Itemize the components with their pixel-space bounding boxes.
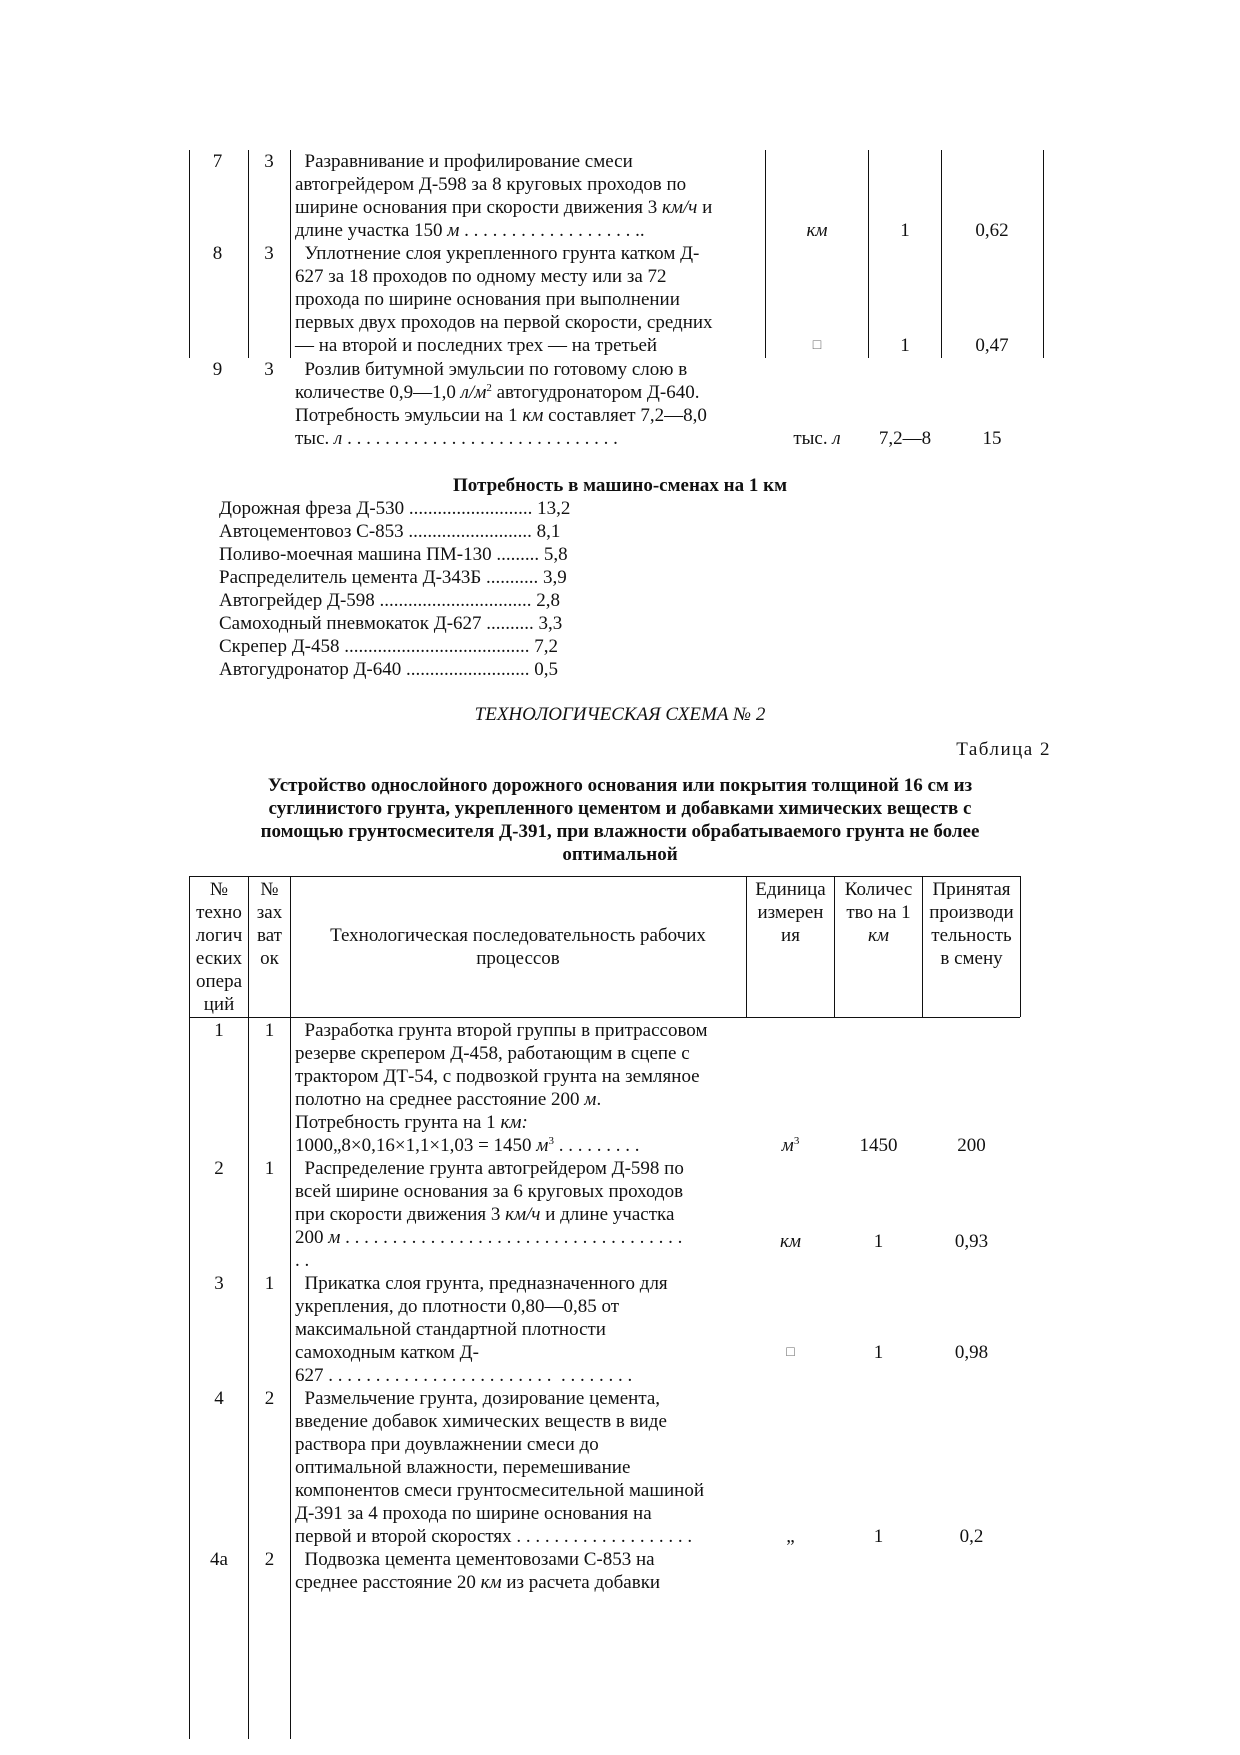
table-label: Таблица 2 — [956, 739, 1051, 760]
machine-item: Распределитель цемента Д-343Б ........... 3,9 — [219, 567, 567, 588]
ditto-mark: □ — [786, 1345, 795, 1360]
productivity-cell: 0,2 — [959, 1526, 984, 1547]
quantity-cell: 1 — [873, 1231, 884, 1252]
top-table-line — [290, 150, 291, 358]
unit-cell: „ — [786, 1526, 795, 1547]
table-border — [189, 1017, 1020, 1018]
productivity-cell: 0,62 — [975, 220, 1009, 241]
header-productivity: Принятая производи тельность в смену — [929, 879, 1014, 969]
description-line: введение добавок химических веществ в виде — [295, 1411, 667, 1432]
machine-shifts-title: Потребность в машино-сменах на 1 км — [452, 475, 788, 496]
header-quantity: Количес тво на 1 км — [844, 879, 913, 946]
description-line: раствора при доувлажнении смеси до — [295, 1434, 599, 1455]
caption-line: Устройство однослойного дорожного основания или покрытия толщиной 16 см из — [267, 775, 973, 796]
table-border — [922, 876, 923, 1017]
description-line: Распределение грунта автогрейдером Д-598 по — [295, 1158, 684, 1179]
description-line: резерве скрепером Д-458, работающим в сцепе с — [295, 1043, 690, 1064]
row-number: 1 — [214, 1020, 224, 1041]
top-table-line — [941, 150, 942, 358]
row-number: 4 — [214, 1388, 224, 1409]
caption-line: помощью грунтосмесителя Д-391, при влажности обрабатываемого грунта не более — [260, 821, 980, 842]
description-line: Д-391 за 4 прохода по ширине основания на — [295, 1503, 652, 1524]
table-border — [248, 876, 249, 1739]
description-line: Потребность эмульсии на 1 км составляет 7,2—8,0 — [295, 405, 707, 426]
caption-line: оптимальной — [562, 844, 678, 865]
quantity-cell: 1 — [900, 335, 910, 356]
productivity-cell: 200 — [957, 1135, 986, 1156]
machine-item: Автогрейдер Д-598 ................................ 2,8 — [219, 590, 561, 611]
description-line: длине участка 150 м . . . . . . . . . . . . . . . . . . .. — [295, 220, 645, 241]
process-description — [295, 242, 765, 357]
description-line: . . — [295, 1250, 310, 1271]
description-line: — на второй и последних трех — на третьей — [295, 335, 658, 356]
description-line: прохода по ширине основания при выполнении — [295, 289, 680, 310]
process-description — [295, 1387, 745, 1548]
table-border — [189, 876, 1020, 877]
description-line: Прикатка слоя грунта, предназначенного для — [295, 1273, 668, 1294]
row-number: 9 — [212, 359, 223, 380]
grip-number: 1 — [264, 1020, 275, 1041]
description-line: ширине основания при скорости движения 3 км/ч и — [295, 197, 713, 218]
row-number: 4а — [210, 1549, 228, 1570]
row-number: 8 — [212, 243, 223, 264]
description-line: среднее расстояние 20 км из расчета добавки — [295, 1572, 661, 1593]
top-table-line — [248, 150, 249, 358]
top-table-line — [189, 150, 190, 358]
ditto-mark: □ — [812, 338, 822, 353]
description-line: Разработка грунта второй группы в притрассовом — [295, 1020, 708, 1041]
table-border — [1020, 876, 1021, 1017]
description-line: первых двух проходов на первой скорости, средних — [295, 312, 713, 333]
scheme-title: ТЕХНОЛОГИЧЕСКАЯ СХЕМА № 2 — [474, 704, 766, 725]
header-grip-number: № зах ват ок — [256, 879, 283, 969]
machine-item: Автогудронатор Д-640 .......................... 0,5 — [219, 659, 558, 680]
description-line: 627 за 18 проходов по одному месту или за 72 — [295, 266, 667, 287]
table-border — [746, 876, 747, 1017]
machine-item: Скрепер Д-458 ....................................... 7,2 — [219, 636, 558, 657]
process-description — [295, 1019, 745, 1157]
process-description — [295, 1548, 745, 1594]
description-line: оптимальной влажности, перемешивание — [295, 1457, 631, 1478]
description-line: трактором ДТ-54, с подвозкой грунта на земляное — [295, 1066, 700, 1087]
caption-line: суглинистого грунта, укрепленного цементом и добавками химических веществ с — [268, 798, 972, 819]
machine-item: Автоцементовоз С-853 .......................... 8,1 — [219, 521, 561, 542]
grip-number: 3 — [264, 151, 274, 172]
productivity-cell: 0,98 — [954, 1342, 989, 1363]
description-line: максимальной стандартной плотности — [295, 1319, 606, 1340]
grip-number: 1 — [264, 1158, 275, 1179]
description-line: тыс. л . . . . . . . . . . . . . . . . . . . . . . . . . . . . . — [295, 428, 618, 449]
top-table-line — [765, 150, 766, 358]
description-line: Подвозка цемента цементовозами С-853 на — [295, 1549, 655, 1570]
grip-number: 2 — [264, 1549, 275, 1570]
description-line: полотно на среднее расстояние 200 м. — [295, 1089, 602, 1110]
process-description — [295, 150, 765, 242]
description-line: первой и второй скоростях . . . . . . . . . . . . . . . . . . . — [295, 1526, 693, 1547]
quantity-cell: 1 — [873, 1526, 884, 1547]
productivity-cell: 0,93 — [954, 1231, 989, 1252]
quantity-cell: 1 — [900, 220, 910, 241]
process-description — [295, 1272, 745, 1387]
description-line: 200 м . . . . . . . . . . . . . . . . . . . . . . . . . . . . . . . . . . . . — [295, 1227, 683, 1248]
description-line: 627 . . . . . . . . . . . . . . . . . . . . . . . . . . . . . . . . — [295, 1365, 633, 1386]
description-line: компонентов смеси грунтосмесительной машиной — [295, 1480, 704, 1501]
description-line: Розлив битумной эмульсии по готовому слою в — [295, 359, 688, 380]
top-table-line — [868, 150, 869, 358]
grip-number: 1 — [264, 1273, 275, 1294]
description-line: при скорости движения 3 км/ч и длине участка — [295, 1204, 675, 1225]
machine-item: Поливо-моечная машина ПМ-130 ......... 5,8 — [219, 544, 568, 565]
header-operation-number: № техно логич еских опера ций — [195, 879, 243, 1015]
description-line: Уплотнение слоя укрепленного грунта катком Д- — [295, 243, 700, 264]
process-description — [295, 1157, 745, 1272]
unit-cell: $м^3$ — [781, 1135, 800, 1156]
table-border — [189, 876, 190, 1739]
quantity-cell: 1450 — [859, 1135, 898, 1156]
grip-number: 2 — [264, 1388, 275, 1409]
quantity-cell: 1 — [873, 1342, 884, 1363]
description-line: автогрейдером Д-598 за 8 круговых проходов по — [295, 174, 687, 195]
machine-item: Дорожная фреза Д-530 .......................... 13,2 — [219, 498, 571, 519]
description-line: самоходным катком Д- — [295, 1342, 479, 1363]
description-line: 1000„8×0,16×1,1×1,03 = 1450 $м^3$ . . . . . . . . . — [295, 1135, 640, 1156]
header-process: Технологическая последовательность рабочих процессов — [330, 925, 706, 969]
header-unit: Единица измерен ия — [755, 879, 826, 946]
description-line: всей ширине основания за 6 круговых проходов — [295, 1181, 684, 1202]
unit-cell: км — [779, 1231, 801, 1252]
row-number: 3 — [214, 1273, 224, 1294]
process-description — [295, 358, 765, 450]
description-line: Потребность грунта на 1 км: — [295, 1112, 528, 1133]
grip-number: 3 — [264, 359, 274, 380]
unit-cell: км — [806, 220, 828, 241]
unit-cell: тыс. л — [793, 428, 841, 449]
description-line: Размельчение грунта, дозирование цемента, — [295, 1388, 661, 1409]
table-caption — [190, 774, 1050, 866]
productivity-cell: 15 — [982, 428, 1002, 449]
top-table-line — [1043, 150, 1044, 358]
description-line: Разравнивание и профилирование смеси — [295, 151, 633, 172]
description-line: укрепления, до плотности 0,80—0,85 от — [295, 1296, 620, 1317]
quantity-cell: 7,2—8 — [878, 428, 932, 449]
row-number: 7 — [212, 151, 223, 172]
table-border — [290, 876, 291, 1739]
grip-number: 3 — [264, 243, 274, 264]
row-number: 2 — [214, 1158, 224, 1179]
table-border — [834, 876, 835, 1017]
machine-item: Самоходный пневмокаток Д-627 .......... 3,3 — [219, 613, 563, 634]
description-line: количестве 0,9—1,0 $л/м^2$ автогудронатором Д-640. — [295, 382, 700, 403]
productivity-cell: 0,47 — [975, 335, 1009, 356]
